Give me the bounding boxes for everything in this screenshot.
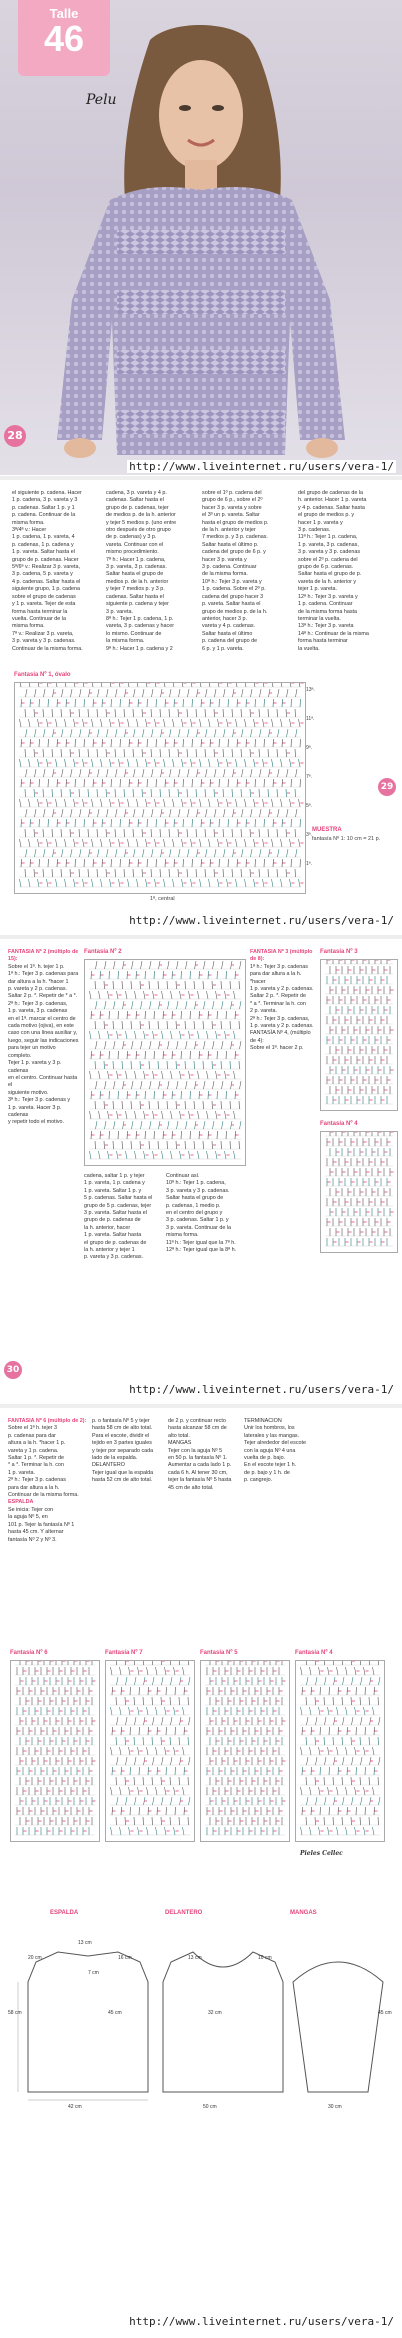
text-line: vuelta. Continuar de la [12, 615, 66, 622]
text-line: el grupo de p. cadenas de [84, 1239, 147, 1246]
text-column-3 [84, 1173, 162, 1373]
text-line: misma forma. [166, 1232, 199, 1239]
muestra-value: fantasía Nº 1: 10 cm = 21 p. [312, 836, 381, 842]
chart-row-label: 1ª. [306, 861, 313, 867]
text-line: Sobre el 1ª. h. tejer 1 p. [8, 963, 65, 970]
text-line: hasta alcanzar 58 cm de [168, 1425, 227, 1432]
page-divider [0, 935, 402, 939]
text-line: de la misma forma. [202, 571, 248, 578]
text-line: Para el escote, dividir el [92, 1432, 150, 1439]
chart-title: Fantasía Nº 4 [320, 1121, 358, 1127]
text-line: del grupo de cadenas de la [298, 490, 364, 496]
text-line: 1 p. vareta y 2 p. cadenas. [250, 986, 314, 993]
text-line: y tejer 5 medios p. (uno entre [106, 519, 177, 526]
section-heading: FANTASÍA Nº 3 (múltiplo de 8): [250, 949, 313, 963]
page-divider [0, 1404, 402, 1408]
text-line: para dar altura a la h. *hacer [250, 971, 302, 985]
crochet-chart [295, 1660, 385, 1842]
chart-title: Fantasía Nº 1, óvalo [14, 672, 71, 678]
text-line: en el 1ª. marcar el centro de [8, 1015, 76, 1022]
text-column-5 [250, 949, 316, 1369]
text-line: de p. bajo y 1 h. de [244, 1469, 290, 1476]
page-number: 28 [4, 425, 26, 447]
instructions-page-2 [0, 482, 402, 932]
text-line: medios p. de la h. anterior [106, 578, 169, 585]
text-line: 3 p. vareta. Continuar de la [166, 1224, 232, 1231]
schematic-measurement: 42 cm [68, 2104, 82, 2110]
text-line: En el escote tejer 1 h. [244, 1462, 297, 1469]
watermark-link[interactable]: http://www.liveinternet.ru/users/vera-1/ [129, 914, 394, 927]
text-line: siguiente p. cadena y tejer [106, 601, 169, 608]
text-line: cada 6 h. Al tener 30 cm, [168, 1469, 228, 1476]
text-line: hacer 3 p. vareta y [202, 556, 247, 563]
text-line: Tejer 1 p. vareta y 3 p. cadenas [8, 1060, 62, 1074]
text-line: cadena, saltar 1 p. y tejer [84, 1173, 145, 1179]
text-line: grupo de 5 p. cadenas, tejer [84, 1202, 152, 1209]
text-line: 3 p. cadenas. Saltar 1 p. y [166, 1217, 229, 1224]
section-heading: ESPALDA [8, 1499, 34, 1506]
schematic-measurement: 13 cm [188, 1955, 202, 1961]
text-line: vareta. Continuar con el [106, 541, 164, 548]
text-line: sobre el 1º p. cadena del [202, 490, 262, 496]
text-line: Saltar 2 p. *. Repetir de * a *. [8, 993, 78, 1000]
text-line: Saltar 1 p. *. Repetir de [8, 1455, 65, 1462]
schematic-measurement: 10 cm [258, 1955, 272, 1961]
text-line: Continuar de la misma forma. [12, 645, 83, 652]
text-line: 9ª h.: Hacer 1 p. cadena y 2 [106, 645, 173, 652]
text-line: 3 p. cadenas. [298, 527, 331, 534]
text-line: Continuar así. [166, 1173, 200, 1179]
watermark-link[interactable]: http://www.liveinternet.ru/users/vera-1/ [129, 2315, 394, 2328]
chart-title: Fantasía Nº 3 [320, 949, 358, 955]
text-line: vareta y 1 p. cadena. [8, 1447, 59, 1454]
text-line: 1 p. cadena. Sobre el 2º p. [202, 586, 266, 593]
text-line: * a *. Terminar la h. con [250, 1000, 306, 1007]
text-line: grupo de p. cadenas de [84, 1217, 141, 1224]
text-line: 1 p. vareta. [8, 1469, 35, 1476]
text-line: TERMINACIÓN [244, 1418, 282, 1424]
text-column-3 [168, 1418, 240, 1638]
garment-schematics [8, 1922, 394, 2102]
chart-caption: 1ª, central [150, 896, 175, 902]
size-badge-label: Talle [49, 6, 79, 21]
schematic-measurement: 58 cm [8, 2010, 22, 2016]
watermark-link[interactable]: http://www.liveinternet.ru/users/vera-1/ [129, 460, 394, 473]
text-column-1 [8, 1418, 88, 1638]
text-line: 5ª/6ª v.: Realizar 3 p. vareta, [12, 564, 81, 571]
text-line: de la misma forma hasta [298, 608, 358, 615]
crochet-chart [200, 1660, 290, 1842]
text-line: luego, seguir las indicaciones [8, 1037, 79, 1044]
text-line: Tejer igual que la espalda [92, 1469, 154, 1476]
text-line: 2 p. vareta. [250, 1008, 277, 1015]
crochet-chart [105, 1660, 195, 1842]
text-line: cadena, 3 p. vareta y 4 p. [106, 490, 167, 496]
muestra-title: MUESTRA [312, 827, 342, 833]
text-line: 8ª h.: Tejer 1 p. cadena, 1 p. [106, 615, 174, 622]
text-line: 11ª h.: Tejer 1 p. cadena, [298, 534, 358, 541]
text-line: 1 p. vareta. Saltar hasta [84, 1232, 142, 1239]
text-line: de 2 p. y continuar recto [168, 1418, 226, 1424]
schematic-measurement: 13 cm [78, 1940, 92, 1946]
size-badge [18, 0, 110, 76]
text-line: la h. anterior y tejer 1 [84, 1247, 135, 1254]
text-line: caso con una línea auxiliar y, [8, 1030, 78, 1037]
page-divider [0, 476, 402, 480]
crochet-chart [10, 1660, 100, 1842]
text-line: vareta y 4 p. cadenas. [202, 623, 256, 630]
text-line: p. o fantasía Nº 5 y tejer [92, 1418, 150, 1424]
text-line: p. cadena del grupo de [202, 638, 258, 645]
text-line: Unir los hombros, los [244, 1425, 295, 1432]
schematic-label-mangas: MANGAS [290, 1910, 317, 1916]
text-line: tejer la fantasía Nº 5 hasta [168, 1477, 232, 1484]
text-line: p. cadena. Continuar de la [12, 512, 76, 519]
schematic-measurement: 45 cm [108, 2010, 122, 2016]
text-line: Saltar hasta el último [202, 630, 253, 637]
text-line: Sobre el 1ª. hacer 2 p. [250, 1045, 304, 1052]
text-line: p. cadenas. Saltar 1 p. y 1 [12, 504, 75, 511]
text-line: 3 p. vareta, 3 p. cadenas. [106, 564, 167, 571]
schematic-measurement: 45 cm [378, 2010, 392, 2016]
text-line: p. cadenas, 1 medio p. [166, 1202, 221, 1209]
text-line: la aguja Nº 5, en [8, 1514, 48, 1521]
text-line: grupo de 6 p., sobre el 2º [202, 497, 263, 504]
text-line: 1 p. vareta. Hacer 3 p. cadenas [8, 1104, 62, 1118]
chart-title: Fantasía Nº 2 [84, 949, 122, 955]
text-line: alto total. [168, 1432, 190, 1439]
text-line: DELANTERO [92, 1462, 125, 1469]
text-line: 101 p. Tejer la fantasía Nº 1 [8, 1521, 75, 1528]
text-line: grupo de p. cadenas. Hacer [12, 556, 79, 563]
photographer-signature: Pelu [86, 92, 117, 108]
text-line: 1 p. vareta, 3 p. cadenas [8, 1008, 68, 1015]
text-line: en el centro. Continuar hasta el [8, 1074, 78, 1089]
text-line: 1 p. vareta. Saltar hasta el [12, 549, 75, 556]
text-line: 10ª h.: Tejer 3 p. vareta y [202, 578, 262, 585]
text-line: el grupo de medios p. y [298, 512, 355, 519]
schematic-label-espalda: ESPALDA [50, 1910, 79, 1916]
text-line: 1 p. vareta, 3 p. cadenas, [298, 541, 359, 548]
text-line: la vuelta. [298, 645, 320, 652]
text-line: la h. anterior, hacer [84, 1224, 131, 1231]
text-line: altura a la h. *hacer 1 p. [8, 1440, 66, 1447]
text-line: 1 p. vareta y 2 p. cadenas. [250, 1023, 314, 1030]
text-line: 7ª v.: Realizar 3 p. vareta, [12, 630, 74, 637]
chart-row-label: 9ª. [306, 745, 313, 751]
text-line: 13ª h.: Tejer 3 p. vareta [298, 623, 354, 630]
text-line: fantasía Nº 2 y Nº 3. [8, 1536, 57, 1543]
text-line: el siguiente p. cadena. Hacer [12, 490, 82, 496]
page-number: 30 [4, 1361, 22, 1379]
text-line: sobre el grupo de cadenas [12, 593, 76, 600]
text-line: hacer 1 p. vareta y [298, 519, 343, 526]
text-line: 3 p. cadena, 5 p. vareta y [12, 571, 73, 578]
text-line: 4 p. cadenas. Saltar hasta el [12, 578, 81, 585]
text-line: y 1 p. vareta. Tejer de esta [12, 601, 76, 608]
chart-row-label: 7ª. [306, 774, 313, 780]
text-line: y repetir todo el motivo. [8, 1119, 65, 1126]
section-heading: FANTASÍA Nº 6 (múltiplo de 2): [8, 1418, 87, 1424]
text-line: tejer 1 p. vareta. [298, 586, 337, 593]
text-line: tejido en 3 partes iguales [92, 1440, 152, 1447]
text-line: lo mismo. Continuar de [106, 630, 162, 637]
text-line: 1ª h.: Tejer 3 p. cadenas para [8, 971, 79, 978]
instructions-page-4 [0, 1410, 402, 2338]
signature: Pieles Cellec [300, 1850, 343, 1857]
chart-title: Fantasía Nº 5 [200, 1650, 238, 1656]
text-line: 1 p. vareta. Saltar 1 p. y [84, 1187, 142, 1194]
watermark-link[interactable]: http://www.liveinternet.ru/users/vera-1/ [129, 1383, 394, 1396]
text-line: de medios p. de la h. anterior [106, 512, 176, 519]
chart-row-label: 11ª. [306, 716, 315, 722]
text-line: en el centro del grupo y [166, 1210, 223, 1217]
text-line: h. anterior. Hacer 1 p. vareta [298, 497, 367, 504]
text-line: 5 p. cadenas. Saltar hasta el [84, 1195, 153, 1202]
text-line: y tejer por separado cada [92, 1447, 154, 1454]
instructions-page-3 [0, 941, 402, 1401]
text-line: cadena del grupo hacer 3 [202, 593, 264, 600]
text-line: p. vareta y 2 p. cadenas. [8, 986, 68, 993]
text-line: Sobre el 1ª h. tejer 3 [8, 1425, 58, 1432]
text-line: p. cadenas, 1 p. cadena y [12, 541, 74, 548]
text-line: 3 p. vareta. [106, 608, 133, 615]
text-line: anterior, hacer 3 p. [202, 615, 247, 622]
text-line: Saltar hasta el último p. [202, 541, 259, 548]
text-line: 2ª h.: Tejer 3 p. cadenas [8, 1477, 66, 1484]
text-line: cada motivo (ojiva), en este [8, 1023, 74, 1030]
text-line: sobre el 2º p. cadena del [298, 556, 358, 563]
text-line: vareta, 3 p. cadenas y hacer [106, 623, 175, 630]
schematic-measurement: 50 cm [203, 2104, 217, 2110]
crochet-chart-4 [320, 1131, 398, 1253]
text-line: de p. cadenas) y 3 p. [106, 534, 157, 541]
cover-photo-page [0, 0, 402, 475]
schematic-label-delantero: DELANTERO [165, 1910, 203, 1916]
schematic-measurement: 16 cm [118, 1955, 132, 1961]
chart-row-label: 13ª. [306, 687, 315, 693]
text-line: Saltar hasta el grupo de [166, 1195, 224, 1202]
text-line: con la aguja Nº 4 una [244, 1447, 296, 1454]
text-line: Se inicia: Tejer con [8, 1506, 54, 1513]
chart-title: Fantasía Nº 7 [105, 1650, 143, 1656]
text-line: y 4 p. cadenas. Saltar hasta [298, 504, 365, 511]
text-line: p. cangrejo. [244, 1477, 273, 1484]
text-line: hasta 58 cm de alto total. [92, 1425, 153, 1432]
text-line: Saltar 2 p. *. Repetir de [250, 993, 307, 1000]
text-line: y tejer 7 medios p. y 3 p. [106, 586, 165, 593]
text-line: vareta de la h. anterior y [298, 578, 357, 585]
text-line: 7ª h.: Hacer 1 p. cadena, [106, 556, 166, 563]
text-line: hacer 3 p. vareta y sobre [202, 504, 262, 511]
text-line: 10ª h.: Tejer 1 p. cadena, [166, 1180, 226, 1187]
text-line: para dar altura a la h. [8, 1484, 60, 1491]
text-line: 3ª h.: Tejer 3 p. cadenas y [8, 1097, 71, 1104]
text-column-2 [92, 1418, 164, 1638]
text-column-4 [244, 1418, 318, 1638]
chart-title: Fantasía Nº 4 [295, 1650, 333, 1656]
text-line: 1 p. cadena, 1 p. vareta, 4 [12, 534, 75, 541]
text-line: terminar la vuelta. [298, 615, 341, 622]
text-line: vuelta de p. bajo. [244, 1455, 286, 1462]
text-line: 3 p. vareta y 3 p. cadenas. [166, 1187, 230, 1194]
text-line: hasta 45 cm. Y alternar [8, 1529, 64, 1536]
text-line: 12ª h.: Tejer 3 p. vareta y [298, 593, 358, 600]
schematic-measurement: 7 cm [88, 1970, 99, 1976]
size-badge-number: 46 [43, 18, 85, 59]
text-line: MANGAS [168, 1440, 192, 1447]
text-line: 2ª h.: Tejer 3 p. cadenas, [8, 1000, 68, 1007]
text-line: laterales y las mangas. [244, 1432, 300, 1439]
text-line: de la h. anterior y tejer [202, 527, 256, 534]
text-line: 3 p. vareta y 3 p. cadenas. [12, 638, 76, 645]
text-line: 6 p. y 1 p. vareta. [202, 645, 244, 652]
text-line: cadenas. Saltar hasta el [106, 497, 164, 504]
text-line: Aumentar a cada lado 1 p. [168, 1462, 232, 1469]
text-line: 1ª h.: Tejer 3 p. cadenas [250, 963, 308, 970]
text-line: 12ª h.: Tejer igual que la 8ª h. [166, 1247, 237, 1254]
text-line: FANTASÍA Nº 4, (múltiplo [250, 1030, 311, 1037]
text-line: grupo de 6 p. cadenas. [298, 564, 354, 571]
text-line: p. cadenas para dar [8, 1432, 56, 1439]
text-line: p. vareta y 3 p. cadenas. [84, 1254, 144, 1261]
crochet-chart-3 [320, 959, 398, 1111]
chart-row-label: 3ª. [306, 832, 313, 838]
text-column-1 [12, 490, 102, 670]
text-line: siguiente motivo. [8, 1089, 49, 1096]
text-line: Saltar hasta el grupo de p. [298, 571, 362, 578]
text-line: siguiente grupo, 1 p. cadena [12, 586, 81, 593]
text-line: Saltar hasta el grupo de [106, 571, 164, 578]
text-line: forma hasta terminar [298, 638, 348, 645]
text-line: 11ª h.: Tejer igual que la 7ª h. [166, 1239, 236, 1246]
text-line: cadena del grupo de 6 p. y [202, 549, 266, 556]
text-line: 2ª h.: Tejer 3 p. cadenas, [250, 1015, 310, 1022]
text-line: Tejer alrededor del escote [244, 1440, 307, 1447]
text-line: mismo procedimiento. [106, 549, 159, 556]
text-line: 3 p. vareta. Saltar hasta el [84, 1210, 147, 1217]
text-line: 3 p. cadena. Continuar [202, 564, 257, 571]
text-line: * a *. Terminar la h. con [8, 1462, 64, 1469]
text-line: 1 p. cadena, 3 p. vareta y 3 [12, 497, 78, 504]
crochet-chart-1 [14, 682, 306, 894]
text-line: p. vareta. Saltar hasta el [202, 601, 261, 608]
text-line: 1 p. vareta, 1 p. cadena y [84, 1180, 145, 1187]
text-line: en 50 p. la fantasía Nº 1. [168, 1455, 228, 1462]
chart-row-label: 5ª. [306, 803, 313, 809]
text-line: 3ª/4ª v.: Hacer [12, 527, 47, 534]
text-line: Continuar de la misma forma. [8, 1492, 79, 1499]
crochet-chart-2 [84, 959, 246, 1166]
text-line: dar altura a la h. *hacer 1 [8, 978, 69, 985]
text-line: para tejer un motivo completo. [8, 1045, 56, 1059]
schematic-measurement: 32 cm [208, 2010, 222, 2016]
text-line: cadenas. Saltar hasta el [106, 593, 164, 600]
section-heading: FANTASÍA Nº 2 (múltiplo de 15): [8, 949, 79, 963]
text-column-2 [106, 490, 198, 670]
text-line: lado de la espalda. [92, 1455, 138, 1462]
page-number: 29 [378, 778, 396, 796]
text-line: 14ª h.: Continuar de la misma [298, 630, 369, 637]
text-line: grupo de p. cadenas, tejer [106, 504, 169, 511]
schematic-measurement: 30 cm [328, 2104, 342, 2110]
text-line: hasta 52 cm de alto total. [92, 1477, 153, 1484]
text-line: grupo de medios p. de la h. [202, 608, 268, 615]
text-line: 45 cm de alto total. [168, 1484, 214, 1491]
schematic-measurement: 20 cm [28, 1955, 42, 1961]
text-line: 3 p. vareta y 3 p. cadenas [298, 549, 361, 556]
text-line: otro después de otro grupo [106, 527, 171, 534]
text-line: el 3º un p. vareta. Saltar [202, 512, 260, 519]
text-line: forma hasta terminar la [12, 608, 68, 615]
text-line: misma forma. [12, 519, 45, 526]
text-line: de 4): [250, 1037, 264, 1044]
text-line: 7 medios p. y 3 p. cadenas. [202, 534, 268, 541]
text-column-4 [166, 1173, 244, 1373]
text-line: hasta el grupo de medios p. [202, 519, 269, 526]
text-column-4 [298, 490, 392, 670]
text-line: la misma forma. [106, 638, 145, 645]
text-line: Tejer con la aguja Nº 5 [168, 1447, 223, 1454]
text-line: 1 p. cadena. Continuar [298, 601, 353, 608]
chart-title: Fantasía Nº 6 [10, 1650, 48, 1656]
text-column-3 [202, 490, 294, 670]
text-column-1 [8, 949, 80, 1369]
text-line: misma forma. [12, 623, 45, 630]
